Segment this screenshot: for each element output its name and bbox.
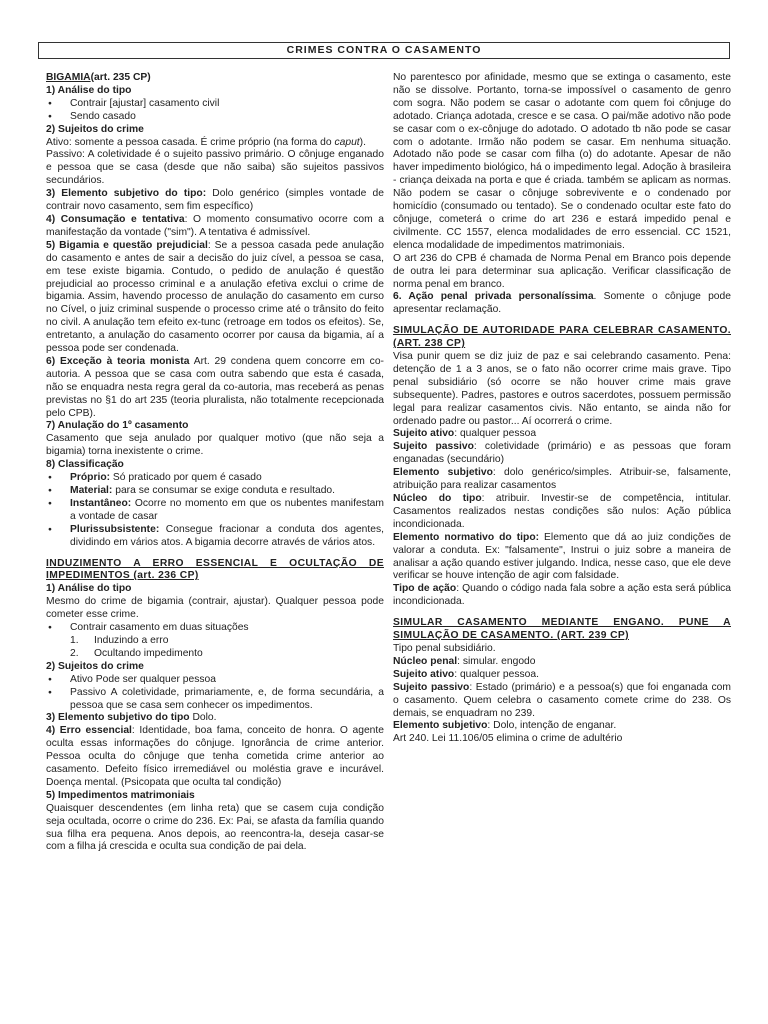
label: 5) Bigamia e questão prejudicial	[46, 239, 208, 251]
text-span: : simular. engodo	[457, 655, 536, 667]
bigamia-heading-ref: (art. 235 CP)	[90, 72, 151, 83]
simular-casamento-ativo	[393, 669, 731, 682]
simulacao-autoridade-passivo	[393, 441, 731, 467]
text-span: para se consumar se exige conduta e resultado.	[112, 485, 336, 496]
induzimento-heading: INDUZIMENTO A ERRO ESSENCIAL E OCULTAÇÃO DE IMPEDIMENTOS (art. 236 CP)	[46, 557, 384, 582]
label: Sujeito ativo	[393, 668, 455, 680]
text-span: Consegue fracionar a conduta dos agentes, dividindo em vários atos. A bigamia decorre através de vários atos.	[70, 523, 384, 548]
induzimento-s2-list	[46, 674, 384, 713]
text-span: : qualquer pessoa	[454, 428, 537, 440]
list-item	[46, 648, 384, 661]
label: 4) Erro essencial	[46, 725, 132, 737]
simulacao-autoridade-heading: SIMULAÇÃO DE AUTORIDADE PARA CELEBRAR CASAMENTO. (ART. 238 CP)	[393, 325, 731, 350]
text-span: Dolo genérico (simples vontade de contrair novo casamento, sem fim específico)	[46, 188, 384, 213]
text-span: : Estado (primário) e a pessoa(s) que foi enganada com o casamento. Quem celebra o casamento comete crime do 238. Os demais, se enquadram no 239.	[393, 681, 731, 719]
bigamia-s2-title: 2) Sujeitos do crime	[46, 123, 144, 135]
bigamia-heading	[46, 72, 384, 85]
label: Sujeito passivo	[393, 681, 470, 693]
label: Plurissubsistente:	[70, 523, 160, 535]
text-span: ).	[359, 136, 366, 148]
text-span: Elemento que dá ao juiz condições de valorar a conduta. Ex: "falsamente", Instrui o juiz sobre a maneira de analisar a ação quando estiver julgando. Indica, nesse caso, que ele deve verificar se houve intenção de agir com falsidade.	[393, 531, 731, 582]
label: Núcleo penal	[393, 655, 458, 667]
text-span: : coletividade (primário) e as pessoas que foram enganadas (secundário)	[393, 441, 731, 466]
item-number: 1.	[70, 634, 79, 646]
list-item	[46, 485, 384, 498]
text-span: : qualquer pessoa.	[454, 668, 539, 680]
text-span: Ocultando impedimento	[94, 647, 203, 659]
simulacao-autoridade-acao	[393, 583, 731, 609]
text-span: : Identidade, boa fama, conceito de honra. O agente oculta essas informações do cônjuge. Ignorância de crime anterior. Pessoa oculta do cônjuge que tenha cometida crime anterior ao casamento. Defeito físico irremediável ou moléstia grave e incurável. Doença mental. (Psicopata que oculta tal condição)	[46, 725, 384, 788]
label: Próprio:	[70, 472, 111, 484]
label: 4) Consumação e tentativa	[46, 213, 185, 225]
simulacao-autoridade-subjetivo	[393, 467, 731, 493]
induzimento-s5-title: 5) Impedimentos matrimoniais	[46, 789, 195, 801]
induzimento-s4	[46, 725, 384, 790]
simular-casamento-heading: SIMULAR CASAMENTO MEDIANTE ENGANO. PUNE A SIMULAÇÃO DE CASAMENTO. (ART. 239 CP)	[393, 617, 731, 642]
label: Instantâneo:	[70, 497, 132, 509]
label: Sujeito ativo	[393, 428, 455, 440]
bigamia-s8-list	[46, 472, 384, 549]
bigamia-s7-text: Casamento que seja anulado por qualquer motivo (que não seja a bigamia) torna inexistente o crime.	[46, 433, 384, 458]
label: Elemento normativo do tipo:	[393, 531, 540, 543]
text-span: Ativo: somente a pessoa casada. É crime próprio (na forma do	[46, 136, 335, 148]
induzimento-s5-text: Quaisquer descendentes (em linha reta) que se casem cuja condição seja ocultada, ocorre o crime do 236. Ex: Pai, se afasta da família quando sua filha era pequena. Anos depois, ao reencontra-la, deseja casar-se com a filha já crescida e oculta sua condição de pai dela.	[46, 802, 384, 853]
list-item: ● Contrair casamento em duas situações	[46, 622, 384, 635]
text-span: Art. 29 condena quem concorre em co-autoria. A pessoa que se casa com outra sabendo que esta é casada, não se enquadra nesta regra geral da co-autoria, mas receberá as penas previstas no §1 do art 235 (teoria pluralista, não totalmente recepcionada pelo CPB).	[46, 355, 384, 419]
list-item: ● Contrair [ajustar] casamento civil	[46, 98, 384, 111]
text-span: : Quando o código nada fala sobre a ação esta será pública incondicionada.	[393, 583, 731, 608]
text-span: Induzindo a erro	[94, 634, 169, 646]
simular-casamento-passivo	[393, 682, 731, 721]
simulacao-autoridade-text: Visa punir quem se diz juiz de paz e sai celebrando casamento. Pena: detenção de 1 a 3 anos, se o fato não ocorrer crime mais grave. Tipo penal subsidiário (só ocorre se não houver crime mais grave subsequente). Padres, pastores e outros sacerdotes, possuem permissão legal para realizar casamentos civis. Não entanto, se ainda não for ordenado padre ou pastor... Aí ocorrerá o crime.	[393, 351, 731, 427]
page-title: CRIMES CONTRA O CASAMENTO	[38, 42, 730, 59]
bigamia-heading-main: BIGAMIA	[46, 72, 91, 83]
continuation-text: No parentesco por afinidade, mesmo que se extinga o casamento, este não se dissolve. Portanto, torna-se impossível o casamento de genro com sogra. Não podem se casar o adotante com quem foi cônjuge do adotado. Criança adotada, cresce e se casa. O pai/mãe adotivo não pode se casar com o ex-cônjuge do adotado. O adotado tb não pode se casar com o adotante. Irmão não podem se casar. Em nenhuma situação. Adotado não pode se casar com filha (o) do adotante. Apesar de não haver impedimento biológico, há o impedimento legal. Adoção à brasileira - criança deixada na porta e que é criada. também se aplicam as normas. Não podem se casar o cônjuge sobrevivente e o condenado por homicídio (consumado ou tentado). Se o condenado ocultar este fato do cônjuge, cometerá o crime do art 236 e estará impedido penal e civilmente. CC 1557, elenca modalidades de erro essencial. CC 1521, elenca modalidade de impedimentos matrimoniais.	[393, 72, 731, 251]
spacer	[46, 550, 384, 558]
text-span: . Somente o cônjuge pode apresentar reclamação.	[393, 291, 731, 316]
induzimento-s2-title: 2) Sujeitos do crime	[46, 660, 144, 672]
list-item: ● Sendo casado	[46, 111, 384, 124]
label: Elemento subjetivo	[393, 720, 488, 732]
label: Material:	[70, 485, 113, 496]
simular-casamento-line1: Tipo penal subsidiário.	[393, 642, 496, 654]
bigamia-s7-title: 7) Anulação do 1º casamento	[46, 420, 189, 432]
text-span: : Se a pessoa casada pede anulação do casamento e antes de sair a decisão do juiz cível, a pessoa se casa, em tese existe bigamia. Contudo, o pedido de anulação é questão prejudicial ao processo criminal e a anulação efetiva exclui o crime de bigamia. Assim, havendo processo de anulação do casamento em curso no Cível, o juiz criminal suspende o processo crime até o trânsito do feito no civil. A anulação tem efeito ex-tunc (retroage em todos os efeitos). Se, entretanto, a anulação do casamento ocorrer por causa da bigamia, aí a pessoa pode ser condenada.	[46, 239, 384, 355]
induzimento-s1-sublist	[46, 635, 384, 661]
list-item	[46, 498, 384, 524]
text-span: : Dolo, intenção de enganar.	[487, 720, 617, 732]
induzimento-s1-text: Mesmo do crime de bigamia (contrair, ajustar). Qualquer pessoa pode cometer esse crime.	[46, 596, 384, 621]
induzimento-s1-list	[46, 622, 384, 635]
spacer	[393, 609, 731, 617]
text-span: : dolo genérico/simples. Atribuir-se, falsamente, atribuição para realizar casamentos	[393, 467, 731, 492]
text-span: Dolo.	[189, 712, 217, 724]
acao-penal	[393, 291, 731, 317]
bigamia-s3	[46, 188, 384, 214]
label: Núcleo do tipo	[393, 493, 482, 504]
left-column	[46, 72, 384, 854]
simulacao-autoridade-nucleo	[393, 493, 731, 532]
label: Elemento subjetivo	[393, 467, 493, 479]
label: 3) Elemento subjetivo do tipo:	[46, 188, 207, 200]
label: 6) Exceção à teoria monista	[46, 355, 190, 367]
bigamia-s5	[46, 240, 384, 356]
simular-casamento-final: Art 240. Lei 11.106/05 elimina o crime de adultério	[393, 733, 623, 745]
bigamia-s2-ativo	[46, 137, 384, 150]
induzimento-s3	[46, 712, 384, 725]
simular-casamento-subjetivo	[393, 720, 731, 733]
list-item	[46, 635, 384, 648]
bigamia-s1-list	[46, 98, 384, 124]
list-item: ● Passivo A coletividade, primariamente, e, de forma secundária, a pessoa que se casa sem conhecer os impedimentos.	[46, 687, 384, 713]
item-number: 2.	[70, 647, 79, 659]
label: 6. Ação penal privada personalíssima	[393, 291, 594, 303]
simulacao-autoridade-normativo	[393, 532, 731, 584]
text-span: Só praticado por quem é casado	[110, 472, 262, 484]
label: Sujeito passivo	[393, 441, 474, 453]
bigamia-s4	[46, 214, 384, 240]
list-item	[46, 524, 384, 550]
induzimento-s1-title: 1) Análise do tipo	[46, 583, 132, 595]
bigamia-s8-title: 8) Classificação	[46, 459, 124, 471]
label: Tipo de ação	[393, 583, 457, 595]
right-column	[393, 72, 731, 746]
simulacao-autoridade-ativo	[393, 428, 731, 441]
text-span: : atribuir. Investir-se de competência, intitular. Casamentos realizados nestas condições são nulos: Ação pública incondicionada.	[393, 493, 731, 530]
simular-casamento-nucleo	[393, 656, 731, 669]
bigamia-s1-title: 1) Análise do tipo	[46, 84, 132, 96]
text-span: caput	[334, 136, 360, 148]
text-span: Ocorre no momento em que os nubentes manifestam a vontade de casar	[70, 497, 384, 522]
list-item: ● Ativo Pode ser qualquer pessoa	[46, 674, 384, 687]
bigamia-s2-passivo: Passivo: A coletividade é o sujeito passivo primário. O cônjuge enganado e pessoa que se casa (desde que não saiba) são sujeitos passivos secundários.	[46, 149, 384, 187]
bigamia-s6	[46, 356, 384, 421]
text-span: : O momento consumativo ocorre com a manifestação da vontade ("sim"). A tentativa é admissível.	[46, 213, 384, 238]
norma-penal-text: O art 236 do CPB é chamada de Norma Penal em Branco pois depende de outra lei para determinar sua aplicação. Verificar classificação de norma penal em branco.	[393, 252, 731, 290]
list-item	[46, 472, 384, 485]
label: 3) Elemento subjetivo do tipo	[46, 712, 190, 724]
